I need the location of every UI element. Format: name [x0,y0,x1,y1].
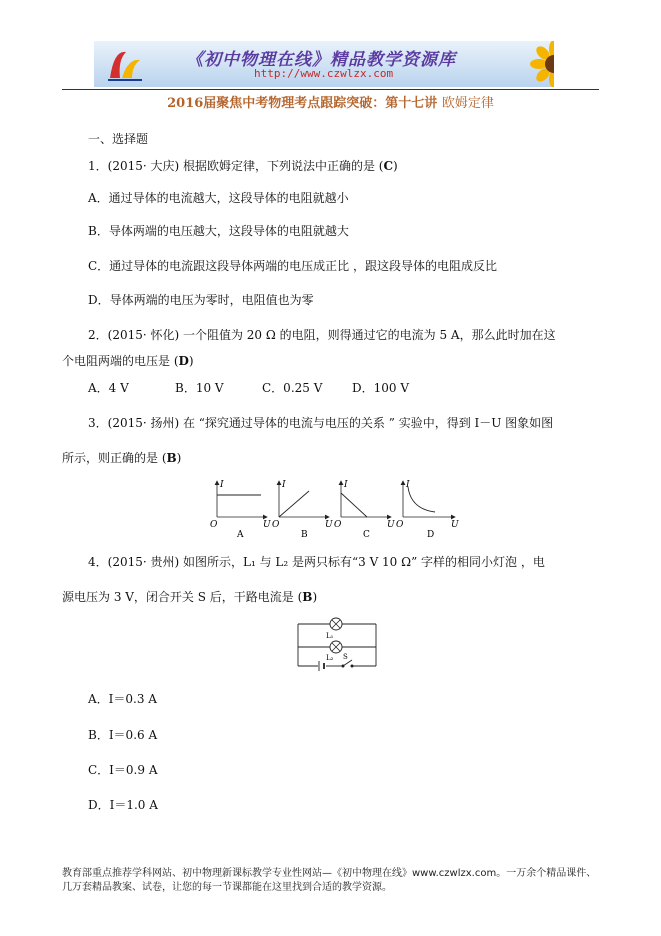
question-1-option-b: B．导体两端的电压越大，这段导体的电阻就越大 [88,224,349,238]
question-4-option-b: B．I＝0.6 A [88,728,158,742]
graph-b-curve [279,491,309,517]
header-banner [94,41,554,87]
question-2-option-a: A．4 V [88,381,129,395]
document-title-main: 2016届聚焦中考物理考点跟踪突破：第十七讲 [167,96,438,111]
graph-c-curve [341,493,367,517]
switch-label: S [343,653,348,661]
question-4-option-c: C．I＝0.9 A [88,763,158,777]
lamp-1-icon [330,618,342,630]
svg-text:U: U [387,520,395,530]
question-2-option-c: C．0.25 V [262,381,323,395]
svg-text:B: B [301,530,308,539]
question-4-circuit [296,614,378,674]
svg-text:O: O [396,520,404,530]
lamp-1-label: L₁ [326,632,334,640]
svg-text:A: A [237,530,244,539]
question-2-line-2: 个电阻两端的电压是 (D) [62,354,194,368]
graph-a [210,480,271,539]
banner-title: 《初中物理在线》精品教学资源库 [186,50,456,70]
svg-text:U: U [451,520,459,530]
question-3-line-1: 3．(2015· 扬州) 在 “探究通过导体的电流与电压的关系 ” 实验中，得到 I－U 图象如图 [88,416,554,430]
question-1-option-d: D．导体两端的电压为零时，电阻值也为零 [88,293,314,307]
svg-text:O: O [272,520,280,530]
svg-text:C: C [363,530,370,539]
svg-text:D: D [427,530,435,539]
svg-text:I: I [406,480,410,490]
svg-text:O: O [210,520,218,530]
document-title [0,92,661,111]
graph-d [396,480,459,539]
question-4-line-1: 4．(2015· 贵州) 如图所示，L₁ 与 L₂ 是两只标有“3 V 10 Ω” 字样的相同小灯泡 ，电 [88,555,545,569]
switch-icon [342,660,353,667]
svg-text:I: I [344,480,348,490]
question-3-line-2: 所示，则正确的是 (B) [62,451,182,465]
site-logo-icon [104,44,144,84]
question-2-option-b: B．10 V [175,381,224,395]
question-4-option-d: D．I＝1.0 A [88,798,158,812]
question-3-graphs [205,477,465,539]
question-3-answer: B [166,451,177,465]
sunflower-icon [524,41,554,87]
svg-text:I: I [282,480,286,490]
question-2-line-1: 2．(2015· 怀化) 一个阻值为 20 Ω 的电阻，则得通过它的电流为 5 A，那么此时加在这 [88,328,556,342]
svg-text:O: O [334,520,342,530]
section-heading: 一、选择题 [88,132,149,146]
graph-d-curve [408,487,435,512]
question-4-line-2: 源电压为 3 V，闭合开关 S 后，干路电流是 (B) [62,590,318,604]
question-1-option-a: A．通过导体的电流越大，这段导体的电阻就越小 [88,191,349,205]
question-4-answer: B [302,590,313,604]
graph-c [334,480,395,539]
footer-line-1: 教育部重点推荐学科网站、初中物理新课标教学专业性网站—《初中物理在线》www.czwlzx.com。一万余个精品课件、 [62,868,597,879]
question-1-option-c: C．通过导体的电流跟这段导体两端的电压成正比 ，跟这段导体的电阻成反比 [88,259,497,273]
svg-text:U: U [325,520,333,530]
question-2-answer: D [178,354,189,368]
battery-icon [319,661,324,671]
banner-url-link[interactable]: http://www.czwlzx.com [254,67,394,80]
lamp-2-label: L₂ [326,654,334,662]
svg-text:I: I [220,480,224,490]
svg-text:U: U [263,520,271,530]
question-1-answer: C [383,159,394,173]
question-2-option-d: D．100 V [352,381,410,395]
question-4-option-a: A．I＝0.3 A [88,692,157,706]
question-1-text: 1．(2015· 大庆) 根据欧姆定律，下列说法中正确的是 ( [88,159,384,173]
document-title-sub: 欧姆定律 [441,96,494,111]
question-1-stem: 1．(2015· 大庆) 根据欧姆定律，下列说法中正确的是 (C) [88,159,398,173]
graph-b [272,480,333,539]
header-rule [62,89,599,90]
lamp-2-icon [330,641,342,653]
footer-line-2: 几万套精品教案、试卷，让您的每一节课都能在这里找到合适的教学资源。 [62,882,392,893]
